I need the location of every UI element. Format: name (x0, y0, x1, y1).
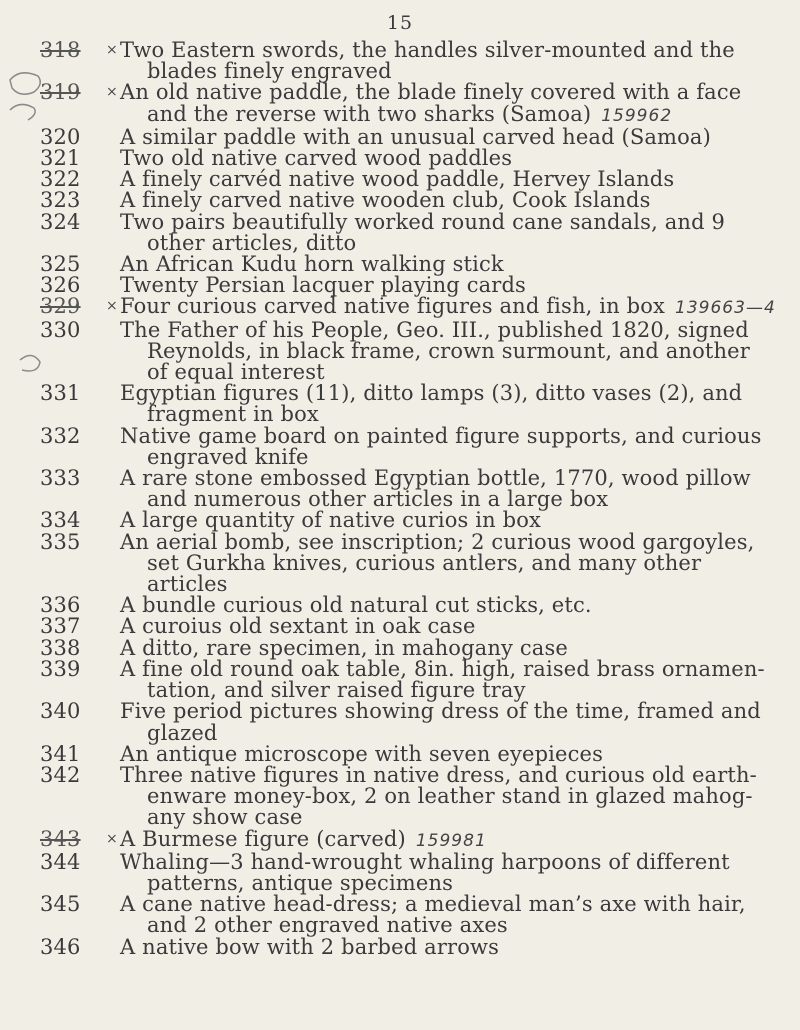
lot-description (120, 148, 800, 169)
lot-description-line: Four curious carved native figures and fish, in box 139663—4 (120, 294, 776, 319)
lot-number: 329 (40, 294, 81, 319)
lot-description (120, 124, 800, 149)
lot-number: 321 (40, 146, 81, 171)
lot-description (120, 762, 800, 830)
lot-number: 331 (40, 381, 81, 406)
lot-number: 326 (40, 273, 81, 298)
lot-number: 339 (40, 656, 81, 681)
lot-description-line: Whaling—3 hand-wrought whaling harpoons of different (120, 849, 730, 874)
tick-mark-icon: × (106, 298, 118, 315)
lot-item (0, 849, 800, 895)
lot-item (0, 82, 800, 126)
lot-description (120, 894, 800, 936)
tick-mark-icon: × (106, 42, 118, 58)
lot-number: 346 (40, 934, 81, 959)
lot-number: 319 (40, 80, 81, 105)
lot-number: 332 (40, 423, 81, 448)
lot-description-line: glazed (147, 720, 218, 745)
lot-description-line: other articles, ditto (147, 230, 357, 255)
lot-item (0, 148, 800, 169)
lot-number: 341 (40, 741, 81, 766)
lot-description (120, 40, 800, 82)
lot-description (120, 82, 800, 126)
lot-description (120, 656, 800, 703)
lot-description-line: tation, and silver raised figure tray (147, 678, 526, 703)
lot-description (120, 934, 800, 959)
lot-description (120, 275, 800, 296)
handwritten-note: 159962 (601, 105, 673, 126)
lot-description (120, 529, 800, 597)
lot-number: 337 (40, 614, 81, 639)
lot-description-line: enware money-box, 2 on leather stand in glazed mahog- (147, 784, 753, 809)
lot-number: 333 (40, 466, 81, 491)
lot-description-line: Reynolds, in black frame, crown surmount, and another (147, 338, 750, 363)
handwritten-note: 139663—4 (675, 298, 776, 319)
tick-mark-icon: × (106, 830, 118, 847)
lot-description-line: and the reverse with two sharks (Samoa) 159962 (147, 101, 673, 126)
lot-number: 345 (40, 892, 81, 917)
lot-description-line: patterns, antique specimens (147, 870, 454, 895)
lot-description-line: A native bow with 2 barbed arrows (120, 934, 500, 959)
lot-item (0, 741, 800, 766)
lot-item (0, 468, 800, 510)
lot-item (0, 894, 800, 936)
lot-number: 330 (40, 317, 81, 342)
lot-description-line: A rare stone embossed Egyptian bottle, 1770, wood pillow (120, 466, 751, 491)
lot-description-line: Native game board on painted figure supports, and curious (120, 423, 762, 448)
lot-number: 340 (40, 699, 81, 724)
lot-description-line: of equal interest (147, 360, 325, 385)
lot-description-line: An antique microscope with seven eyepieces (120, 741, 604, 766)
lot-number: 334 (40, 508, 81, 533)
lot-description-line: A Burmese figure (carved) 159981 (120, 826, 487, 851)
tick-mark-icon: × (106, 84, 118, 101)
lot-item (0, 635, 800, 660)
lot-description-line: A curoius old sextant in oak case (120, 614, 476, 639)
lot-description-line: articles (147, 572, 228, 597)
lot-description-line: Three native figures in native dress, and curious old earth- (120, 762, 757, 787)
lot-number: 324 (40, 209, 81, 234)
lot-description-line: blades finely engraved (147, 59, 392, 84)
lot-description-line: An African Kudu horn walking stick (120, 252, 504, 277)
lot-description (120, 423, 800, 469)
lot-item (0, 934, 800, 959)
lot-description-line: Twenty Persian lacquer playing cards (120, 273, 526, 298)
lot-description-line: fragment in box (147, 402, 319, 427)
lot-item (0, 40, 800, 82)
lot-description (120, 616, 800, 637)
lot-number: 322 (40, 167, 81, 192)
lot-description (120, 383, 800, 425)
lot-item (0, 209, 800, 255)
lot-description-line: engraved knife (147, 444, 309, 469)
lot-description-line: A bundle curious old natural cut sticks, etc. (120, 593, 592, 618)
lot-description-line: set Gurkha knives, curious antlers, and many other (147, 550, 702, 575)
lot-description-line: A cane native head-dress; a medieval man’s axe with hair, (120, 892, 746, 917)
lot-description-line: A fine old round oak table, 8in. high, raised brass ornamen- (120, 656, 765, 681)
lot-description-line: A ditto, rare specimen, in mahogany case (120, 635, 568, 660)
lot-item (0, 701, 800, 743)
lot-item (0, 616, 800, 637)
lot-description-line: A similar paddle with an unusual carved head (Samoa) (120, 124, 711, 149)
lot-description (120, 209, 800, 255)
lot-item (0, 383, 800, 425)
lot-description (120, 254, 800, 275)
lot-number: 318 (40, 38, 81, 62)
lot-description-line: Egyptian figures (11), ditto lamps (3), ditto vases (2), and (120, 381, 743, 406)
lot-description (120, 849, 800, 895)
lot-item (0, 423, 800, 469)
lot-description-line: Two Eastern swords, the handles silver-mounted and the (120, 38, 735, 62)
lot-description-line: and numerous other articles in a large box (147, 487, 609, 512)
lot-description (120, 826, 800, 852)
lot-item (0, 317, 800, 385)
lot-number: 338 (40, 635, 81, 660)
lot-number: 335 (40, 529, 81, 554)
lot-description (120, 635, 800, 660)
lot-item (0, 190, 800, 211)
lot-number: 336 (40, 593, 81, 618)
lot-description (120, 169, 800, 190)
lot-number: 342 (40, 762, 81, 787)
lot-description-line: The Father of his People, Geo. III., published 1820, signed (120, 317, 749, 342)
lot-description (120, 510, 800, 531)
lot-item (0, 124, 800, 149)
lot-item (0, 826, 800, 852)
lot-description (120, 317, 800, 385)
lot-description (120, 701, 800, 743)
lot-description-line: A finely carved native wooden club, Cook Islands (120, 188, 651, 213)
lot-item (0, 296, 800, 319)
page-number: 15 (386, 12, 414, 34)
lot-item (0, 762, 800, 830)
lot-description (120, 296, 800, 319)
lot-number: 325 (40, 252, 81, 277)
lot-number: 343 (40, 826, 81, 851)
lot-description-line: Two old native carved wood paddles (120, 146, 513, 171)
lot-description (120, 595, 800, 616)
lot-number: 320 (40, 124, 81, 149)
lot-description-line: A large quantity of native curios in box (120, 508, 542, 533)
lot-item (0, 169, 800, 190)
lot-number: 323 (40, 188, 81, 213)
lot-number: 344 (40, 849, 81, 874)
lot-description (120, 468, 800, 510)
lot-item (0, 510, 800, 531)
lot-description (120, 190, 800, 211)
handwritten-note: 159981 (415, 830, 487, 851)
catalogue-lot-list (0, 40, 800, 958)
lot-description-line: and 2 other engraved native axes (147, 913, 508, 938)
lot-item (0, 254, 800, 275)
lot-item (0, 529, 800, 597)
lot-description-line: any show case (147, 805, 303, 830)
lot-description (120, 741, 800, 766)
lot-description-line: Two pairs beautifully worked round cane sandals, and 9 (120, 209, 726, 234)
lot-item (0, 275, 800, 296)
lot-item (0, 656, 800, 703)
lot-description-line: An aerial bomb, see inscription; 2 curious wood gargoyles, (120, 529, 755, 554)
lot-description-line: A finely carvéd native wood paddle, Hervey Islands (120, 167, 675, 192)
lot-item (0, 595, 800, 616)
lot-description-line: Five period pictures showing dress of the time, framed and (120, 699, 761, 724)
lot-description-line: An old native paddle, the blade finely covered with a face (120, 80, 742, 105)
